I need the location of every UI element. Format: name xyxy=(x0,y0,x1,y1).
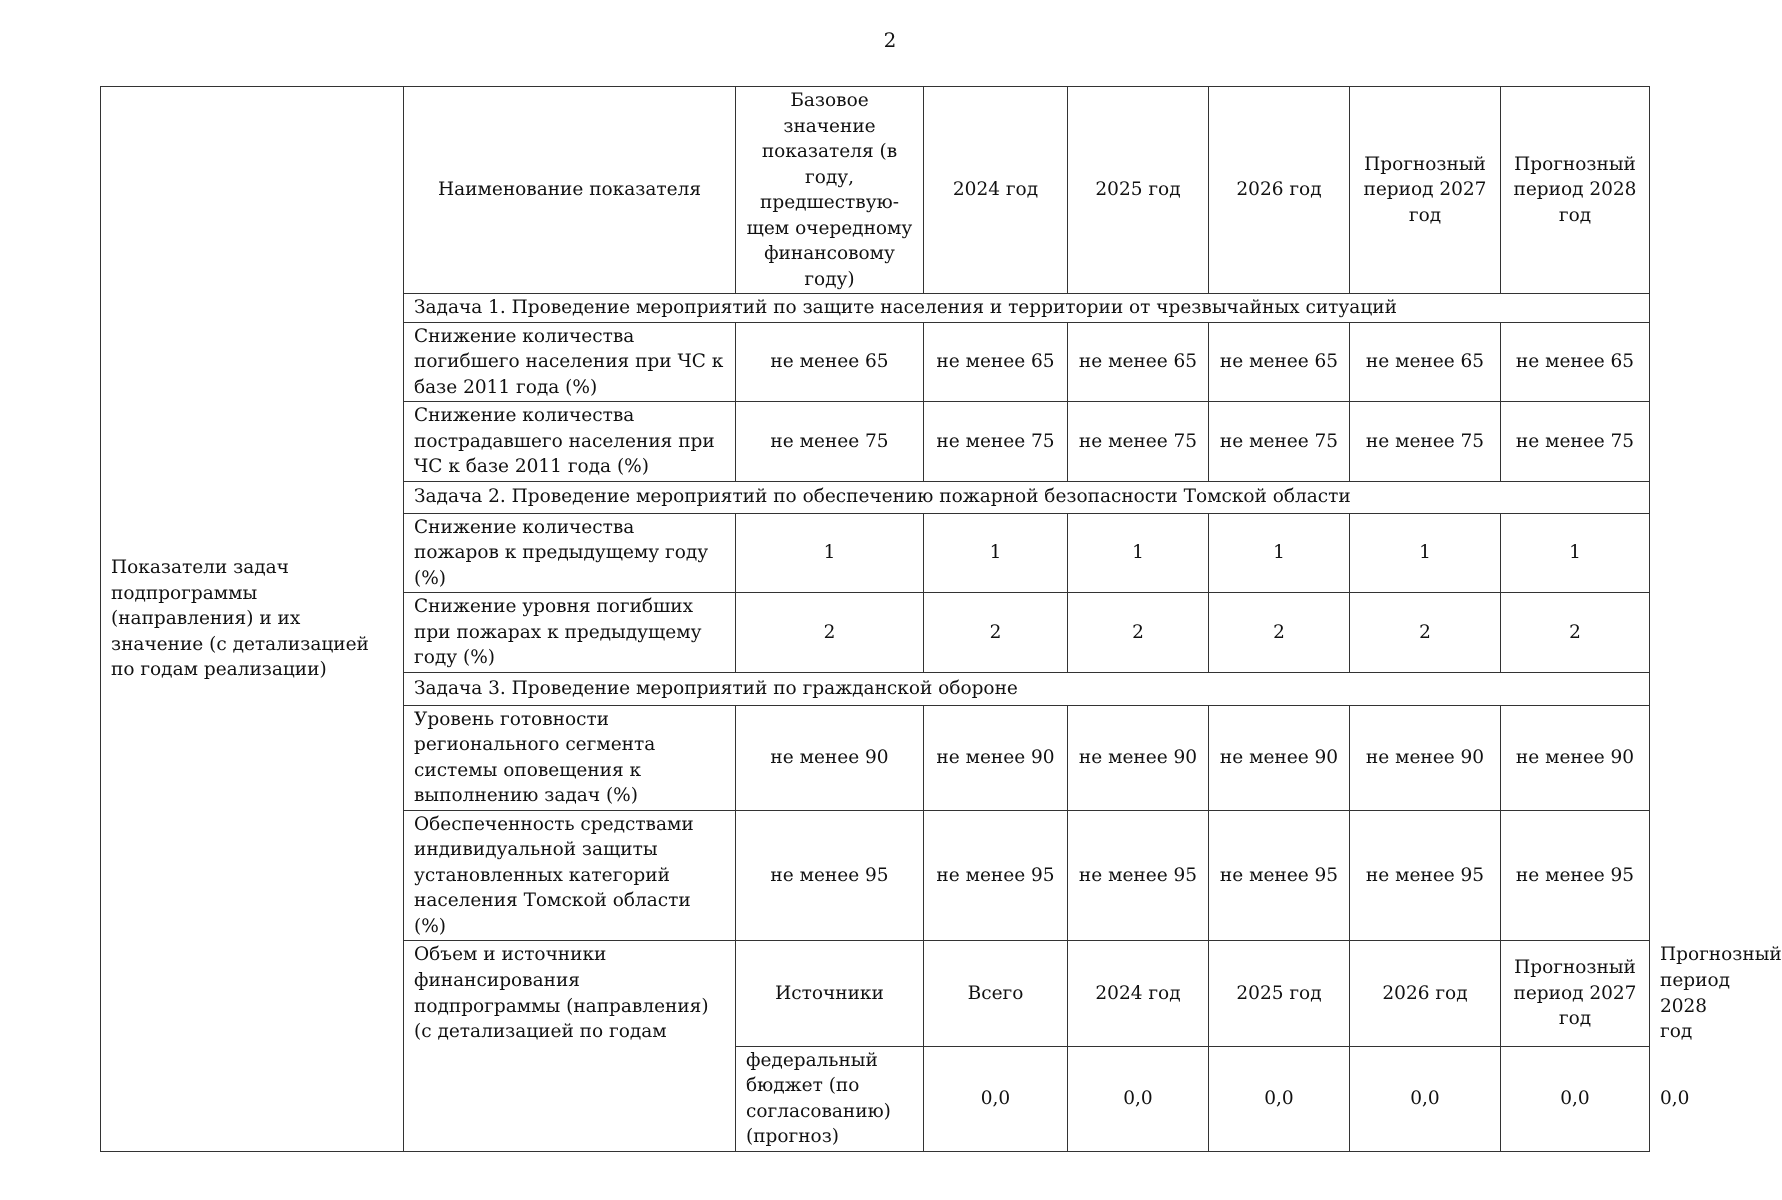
header-sources: Источники xyxy=(736,941,924,1046)
funding-header-row: Объем и источники финансирования подпрограммы (направления) (с детализацией по годам Источники Всего 2024 год 2025 год 2026 год Прогнозный период 2027 год Прогнозный период 2028 год xyxy=(101,941,1650,1046)
indicator-value: не менее 75 xyxy=(924,402,1068,482)
indicator-value: не менее 65 xyxy=(1209,322,1350,402)
indicator-value: не менее 65 xyxy=(736,322,924,402)
header-forecast-2028: Прогнозный период 2028 год xyxy=(1501,87,1650,294)
indicator-value: 2 xyxy=(1068,593,1209,673)
indicator-value: не менее 90 xyxy=(924,705,1068,810)
indicator-value: 2 xyxy=(736,593,924,673)
funding-row: федеральный бюджет (по согласованию) (прогноз) 0,0 0,0 0,0 0,0 0,0 0,0 xyxy=(101,1046,1650,1151)
indicator-name: Уровень готовности регионального сегмента системы оповещения к выполнению задач (%) xyxy=(404,705,736,810)
header-base-value: Базовое значение показателя (в году, предшествую-щем очередному финансовому году) xyxy=(736,87,924,294)
indicator-value: не менее 65 xyxy=(924,322,1068,402)
indicator-value: не менее 75 xyxy=(1068,402,1209,482)
indicator-value: не менее 90 xyxy=(1209,705,1350,810)
indicator-value: 2 xyxy=(1209,593,1350,673)
funding-value: 0,0 xyxy=(1501,1046,1650,1151)
indicator-value: 1 xyxy=(736,513,924,593)
indicator-value: не менее 95 xyxy=(924,810,1068,941)
indicator-value: не менее 75 xyxy=(1501,402,1650,482)
indicator-value: не менее 90 xyxy=(1350,705,1501,810)
funding-value: 0,0 xyxy=(1209,1046,1350,1151)
indicator-value: не менее 65 xyxy=(1350,322,1501,402)
indicator-value: 1 xyxy=(924,513,1068,593)
indicator-name: Обеспеченность средствами индивидуальной защиты установленных категорий населения Томской области (%) xyxy=(404,810,736,941)
indicator-name: Снижение количества пожаров к предыдущему году (%) xyxy=(404,513,736,593)
funding-source-name: федеральный бюджет (по согласованию) (прогноз) xyxy=(736,1046,924,1151)
indicator-value: не менее 95 xyxy=(1350,810,1501,941)
indicator-name: Снижение уровня погибших при пожарах к предыдущему году (%) xyxy=(404,593,736,673)
header-forecast-2027: Прогнозный период 2027 год xyxy=(1501,941,1650,1046)
indicator-value: не менее 75 xyxy=(1209,402,1350,482)
section-label-funding: Объем и источники финансирования подпрограммы (направления) (с детализацией по годам xyxy=(404,941,736,1151)
indicator-value: 2 xyxy=(1350,593,1501,673)
header-indicator-name: Наименование показателя xyxy=(404,87,736,294)
header-total: Всего xyxy=(924,941,1068,1046)
task-title: Задача 2. Проведение мероприятий по обеспечению пожарной безопасности Томской области xyxy=(404,481,1650,513)
header-forecast-2027: Прогнозный период 2027 год xyxy=(1350,87,1501,294)
indicator-value: 1 xyxy=(1209,513,1350,593)
indicator-name: Снижение количества погибшего населения при ЧС к базе 2011 года (%) xyxy=(404,322,736,402)
header-2025: 2025 год xyxy=(1209,941,1350,1046)
header-2026: 2026 год xyxy=(1350,941,1501,1046)
indicator-value: не менее 65 xyxy=(1501,322,1650,402)
funding-value: 0,0 xyxy=(1350,1046,1501,1151)
header-2026: 2026 год xyxy=(1209,87,1350,294)
subprogram-table xyxy=(100,86,1782,1152)
indicator-value: 1 xyxy=(1068,513,1209,593)
indicator-value: 2 xyxy=(1501,593,1650,673)
indicator-value: не менее 90 xyxy=(1068,705,1209,810)
indicator-value: не менее 65 xyxy=(1068,322,1209,402)
indicators-header-row xyxy=(101,87,1650,294)
task-title: Задача 3. Проведение мероприятий по гражданской обороне xyxy=(404,672,1650,705)
indicator-value: не менее 90 xyxy=(1501,705,1650,810)
header-2025: 2025 год xyxy=(1068,87,1209,294)
indicator-value: не менее 75 xyxy=(736,402,924,482)
funding-value: 0,0 xyxy=(924,1046,1068,1151)
page-number: 2 xyxy=(883,28,897,52)
indicator-value: не менее 95 xyxy=(1068,810,1209,941)
indicator-value: не менее 95 xyxy=(736,810,924,941)
indicator-value: 1 xyxy=(1501,513,1650,593)
header-2024: 2024 год xyxy=(1068,941,1209,1046)
indicator-value: не менее 75 xyxy=(1350,402,1501,482)
indicator-value: не менее 95 xyxy=(1501,810,1650,941)
funding-value: 0,0 xyxy=(1068,1046,1209,1151)
indicator-value: не менее 90 xyxy=(736,705,924,810)
indicator-name: Снижение количества пострадавшего населения при ЧС к базе 2011 года (%) xyxy=(404,402,736,482)
indicator-value: не менее 95 xyxy=(1209,810,1350,941)
indicator-value: 1 xyxy=(1350,513,1501,593)
task-title: Задача 1. Проведение мероприятий по защите населения и территории от чрезвычайных ситуаций xyxy=(404,294,1650,323)
indicator-value: 2 xyxy=(924,593,1068,673)
header-2024: 2024 год xyxy=(924,87,1068,294)
section-label-indicators: Показатели задач подпрограммы (направления) и их значение (с детализацией по годам реализации) xyxy=(101,87,404,1152)
